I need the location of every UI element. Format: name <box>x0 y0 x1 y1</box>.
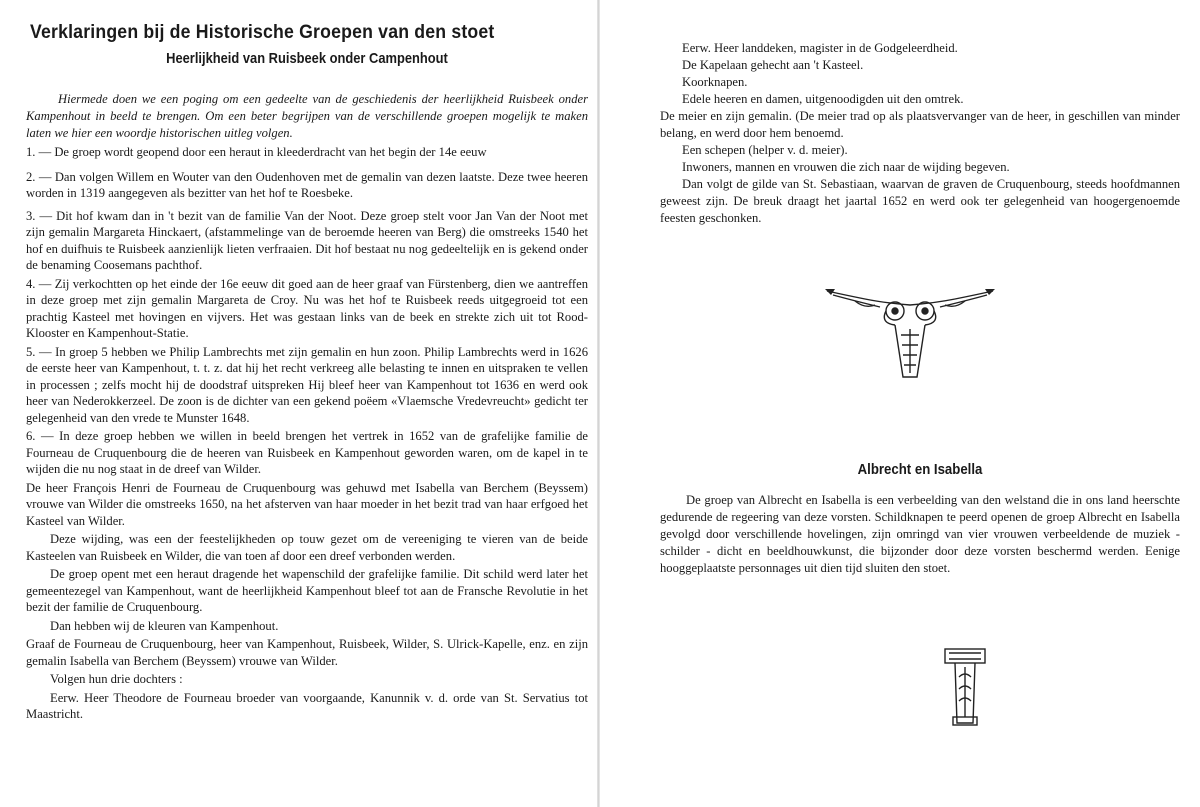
paragraph-13: Eerw. Heer Theodore de Fourneau broeder van voorgaande, Kanunnik v. d. orde van St. Servatius tot Maastricht. <box>26 690 588 721</box>
right-line-8: Dan volgt de gilde van St. Sebastiaan, waarvan de graven de Cruquenbourg, steeds hoofdmannen geweest zijn. De breuk draagt het jaartal 1652 en werd ook ter gelegenheid van hoogergenoemde feesten geschonken. <box>660 177 1180 225</box>
intro-paragraph: Hiermede doen we een poging om een gedeelte van de geschiedenis der heerlijkheid Ruisbeek onder Kampenhout in beeld te brengen. Om een beter begrijpen van de verschillende groepen mogelijk te maken laten we hier een woordje historischen uitleg volgen. <box>26 92 588 140</box>
right-line-1: Eerw. Heer landdeken, magister in de Godgeleerdheid. <box>682 41 958 55</box>
right-line-4: Edele heeren en damen, uitgenoodigden uit den omtrek. <box>682 92 964 106</box>
corner-floral-ornament-icon <box>825 285 995 385</box>
t-shaped-ornament-icon <box>943 647 987 727</box>
paragraph-2: 2. — Dan volgen Willem en Wouter van den Oudenhoven met de gemalin van dezen laatste. Deze twee heeren worden in 1319 aangegeven als bezitter van het hof te Roesbeke. <box>26 169 588 200</box>
right-page <box>600 0 1200 807</box>
right-line-3: Koorknapen. <box>682 75 748 89</box>
page-subtitle: Heerlijkheid van Ruisbeek onder Campenhout <box>166 50 448 67</box>
right-line-5: De meier en zijn gemalin. (De meier trad op als plaatsvervanger van de heer, in geschillen van minder belang, en werd door hem benoemd. <box>660 109 1180 140</box>
section-title: Albrecht en Isabella <box>857 461 983 478</box>
paragraph-9: De groep opent met een heraut dragende het wapenschild der grafelijke familie. Dit schild werd later het gemeentezegel van Kampenhout, want de heerlijkheid Kampenhout bleef tot aan de Fransche Revolutie in het bezit der familie de Cruquenbourg. <box>26 567 588 614</box>
paragraph-5: 5. — In groep 5 hebben we Philip Lambrechts met zijn gemalin en hun zoon. Philip Lambrechts werd in 1626 de eerste heer van Kampenhout, t. t. z. dat hij het recht verkreeg alle belasting te innen en uitspraken te vellen in processen ; zelfs mocht hij de doodstraf uitspreken Hij bleef heer van Kampenhout tot 1636 en werd ook heer van Nederokkerzeel. De zoon is de dichter van een gekend poëem «Vlaemsche Vredevreucht» gedicht ter gelegenheid van den vrede te Munster 1648. <box>26 344 588 425</box>
section-paragraph: De groep van Albrecht en Isabella is een verbeelding van den welstand die in ons land heerschte gedurende de regeering van deze vorsten. Schildknapen te peerd openen de groep Albrecht en Isabella gevolgd door verschillende hovelingen, zijn omringd van vier vrouwen verbeeldende de muziek - schilder - dicht en beeldhouwkunst, die bijzonder door deze vorsten beschermd werden. Eenige hooggeplaatste personnages uit dien tijd sluiten den stoet. <box>660 493 1180 575</box>
paragraph-3: 3. — Dit hof kwam dan in 't bezit van de familie Van der Noot. Deze groep stelt voor Jan Van der Noot met zijn gemalin Margareta Hinckaert, (afstammelinge van de beroemde heeren van Berg) die omstreeks 1540 het hof en duifhuis te Ruisbeek aanzienlijk lieten verfraaien. Dit hof bestaat nu nog gedeeltelijk en is gekend onder de benaming Coosemans pachthof. <box>26 208 588 272</box>
left-page <box>0 0 598 807</box>
paragraph-12: Volgen hun drie dochters : <box>50 672 183 686</box>
paragraph-4: 4. — Zij verkochtten op het einde der 16e eeuw dit goed aan de heer graaf van Fürstenberg, dien we aantreffen in deze groep met zijn gemalin Margareta de Croy. Nu was het hof te Ruisbeek reeds uitgegroeid tot een prachtig Kasteel met hovingen en vijvers. Het was gestaan links van de beek en strekte zich uit tot Rood-Klooster en Kampenhout-Statie. <box>26 276 588 340</box>
right-line-7: Inwoners, mannen en vrouwen die zich naar de wijding begeven. <box>682 160 1010 174</box>
paragraph-10: Dan hebben wij de kleuren van Kampenhout. <box>50 618 279 633</box>
paragraph-6: 6. — In deze groep hebben we willen in beeld brengen het vertrek in 1652 van de grafelijke familie de Fourneau de Cruquenbourg die de heeren van Ruisbeek en Kampenhout geworden waren, om de kapel in te wijden die nu nog staat in de dreef van Wilder. <box>26 429 588 476</box>
right-line-2: De Kapelaan gehecht aan 't Kasteel. <box>682 58 864 72</box>
paragraph-8: Deze wijding, was een der feestelijkheden op touw gezet om de vereeniging te vieren van de beide Kasteelen van Ruisbeek en Wilder, die van toen af door een dreef verbonden werden. <box>26 532 588 563</box>
paragraph-11: Graaf de Fourneau de Cruquenbourg, heer van Kampenhout, Ruisbeek, Wilder, S. Ulrick-Kapelle, enz. en zijn gemalin Isabella van Berchem (Beyssem) vrouwe van Wilder. <box>26 637 588 668</box>
paragraph-7: De heer François Henri de Fourneau de Cruquenbourg was gehuwd met Isabella van Berchem (Beyssem) vrouwe van Wilder die omstreeks 1650, na het afsterven van haar moeder in het bezit trad van haar erfgoed het Kasteel van Wilder. <box>26 480 588 528</box>
paragraph-1: 1. — De groep wordt geopend door een heraut in kleederdracht van het begin der 14e eeuw <box>26 145 487 159</box>
page-title: Verklaringen bij de Historische Groepen van den stoet <box>30 22 495 43</box>
right-line-6: Een schepen (helper v. d. meier). <box>682 143 848 157</box>
